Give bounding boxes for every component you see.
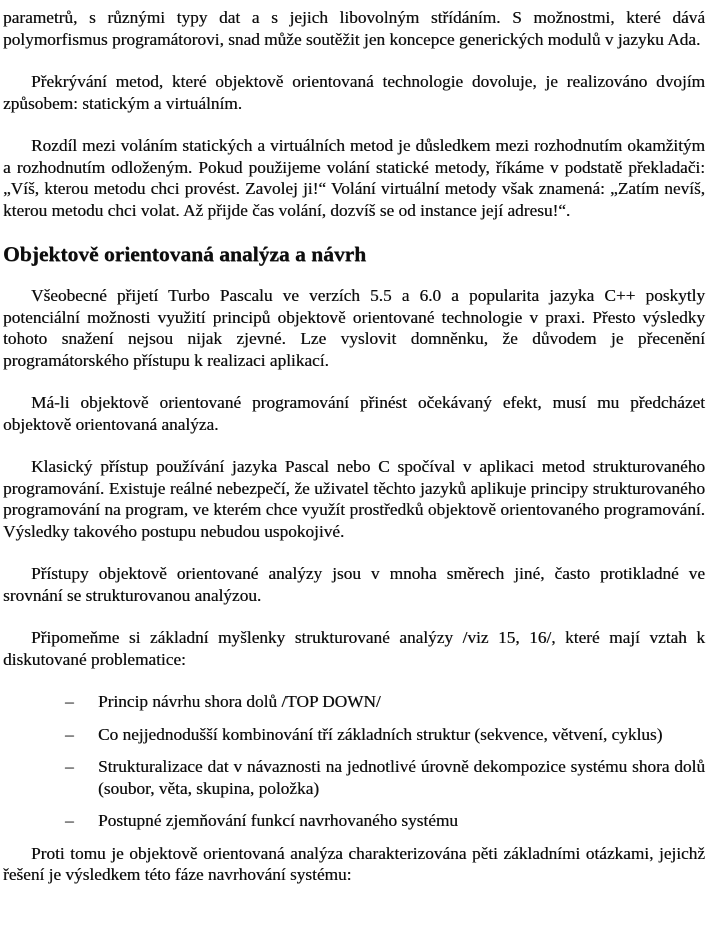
- list-item: [3, 756, 705, 799]
- list-item-marker: –: [65, 811, 74, 830]
- paragraph-static-virtual-calls: Rozdíl mezi voláním statických a virtuálních metod je důsledkem mezi rozhodnutím okamžitým a rozhodnutím odloženým. Pokud použijeme volání statické metody, říkáme v podstatě překladači: „Víš, kterou metodu chci provést. Zavolej ji!“ Volání virtuální metody však znamená: „Zatím nevíš, kterou metodu chci volat. Až přijde čas volání, dozvíš se od instance její adresu!“.: [3, 136, 705, 220]
- list-item-marker: –: [65, 724, 74, 744]
- paragraph-structured-analysis-intro: Připomeňme si základní myšlenky strukturované analýzy /viz 15, 16/, které mají vztah k diskutované problematice:: [3, 628, 705, 669]
- list-item-marker: –: [65, 692, 74, 711]
- paragraph-classic-pascal-c-approach: Klasický přístup používání jazyka Pascal nebo C spočíval v aplikaci metod strukturovaného programování. Existuje reálné nebezpečí, že uživatel těchto jazyků aplikuje principy strukturovaného programování na program, ve kterém chce využít prostředků objektově orientovaného programování. Výsledky takového postupu nebudou uspokojivé.: [3, 457, 705, 541]
- structured-analysis-principles-list: [3, 691, 705, 832]
- section-heading: Objektově orientovaná analýza a návrh: [3, 242, 367, 266]
- paragraph-turbo-pascal-adoption: Všeobecné přijetí Turbo Pascalu ve verzích 5.5 a 6.0 a popularita jazyka C++ poskytly potenciální možnosti využití principů objektově orientované technologie v praxi. Přesto výsledky tohoto snažení nejsou nijak zjevné. Lze vyslovit domněnku, že důvodem je přecenění programátorského přístupu k realizaci aplikací.: [3, 286, 705, 370]
- list-item-text: Strukturalizace dat v návaznosti na jednotlivé úrovně dekompozice systému shora dolů (soubor, věta, skupina, položka): [98, 757, 705, 798]
- paragraph-ooa-prerequisite: Má-li objektově orientované programování přinést očekávaný efekt, musí mu předcházet objektově orientovaná analýza.: [3, 393, 705, 434]
- list-item: [3, 691, 705, 713]
- paragraph-ooa-vs-structured: Přístupy objektově orientované analýzy jsou v mnoha směrech jiné, často protikladné ve srovnání se strukturovanou analýzou.: [3, 564, 705, 605]
- paragraph-polymorphism-continuation: parametrů, s různými typy dat a s jejich libovolným střídáním. S možnostmi, které dává polymorfismus programátorovi, snad může soutěžit jen koncepce generických modulů v jazyku Ada.: [3, 8, 705, 49]
- list-item-text: Princip návrhu shora dolů /TOP DOWN/: [98, 692, 381, 711]
- paragraph-ooa-five-questions: Proti tomu je objektově orientovaná analýza charakterizována pěti základními otázkami, jejichž řešení je výsledkem této fáze navrhování systému:: [3, 843, 705, 884]
- list-item-text: Postupné zjemňování funkcí navrhovaného systému: [98, 811, 458, 830]
- paragraph-method-overriding: Překrývání metod, které objektově orientovaná technologie dovoluje, je realizováno dvojím způsobem: statickým a virtuálním.: [3, 72, 705, 113]
- list-item: [3, 724, 705, 746]
- list-item-marker: –: [65, 757, 74, 776]
- list-item-text: Co nejjednodušší kombinování tří základních struktur (sekvence, větvení, cyklus): [98, 724, 663, 744]
- list-item: [3, 810, 705, 832]
